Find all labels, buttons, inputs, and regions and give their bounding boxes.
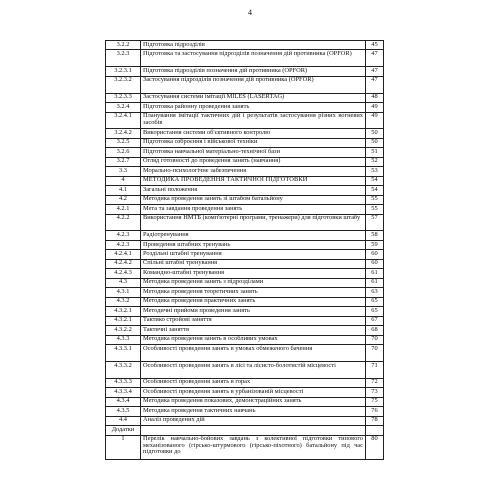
section-title: Особливості проведення занять в лісі та лісисто-болотистій місцевості [141, 362, 366, 379]
section-page: 60 [366, 259, 384, 268]
table-row [106, 112, 384, 129]
section-title: Проведення штабних тренувань [141, 240, 366, 249]
section-page: 53 [366, 167, 384, 176]
section-title: Огляд готовності до проведення занять (навчання) [141, 157, 366, 166]
section-page: 54 [366, 176, 384, 185]
section-page: 48 [366, 93, 384, 102]
section-title: Тактичні заняття [141, 326, 366, 335]
table-row [106, 397, 384, 406]
section-number: 4.2.4.1 [106, 250, 141, 259]
table-row [106, 157, 384, 166]
section-page: 54 [366, 186, 384, 195]
section-number: 4.3.3 [106, 335, 141, 344]
section-page: 55 [366, 205, 384, 214]
table-row [106, 316, 384, 325]
section-number: 4.3.3.1 [106, 345, 141, 362]
section-page: 49 [366, 103, 384, 112]
section-number: 3.2.3 [106, 50, 141, 67]
section-number: 4.3.2.1 [106, 316, 141, 325]
section-number: 4.2.2 [106, 214, 141, 231]
section-title: Загальні положення [141, 186, 366, 195]
section-title: Аналіз проведених дій [141, 416, 366, 425]
section-number: 3.2.6 [106, 148, 141, 157]
section-page: 49 [366, 112, 384, 129]
section-title: Планування імітації тактичних дій і результатів застосування різних вогневих засобів [141, 112, 366, 129]
section-title: Методика проведення теоретичних занять [141, 288, 366, 297]
section-page: 55 [366, 195, 384, 204]
section-page: 71 [366, 362, 384, 379]
section-title: Застосування системи імітації MILES (LASERTAG) [141, 93, 366, 102]
section-title: Підготовка підрозділів [141, 41, 366, 50]
table-row [106, 214, 384, 231]
section-number: 4.4 [106, 416, 141, 425]
section-page: 50 [366, 129, 384, 138]
table-row [106, 288, 384, 297]
section-number: 3.2.3.2 [106, 76, 141, 93]
section-number: 3.2.4.1 [106, 112, 141, 129]
section-title: Методичні прийоми проведення занять [141, 307, 366, 316]
section-title: МЕТОДИКА ПРОВЕДЕННЯ ТАКТИЧНОЇ ПІДГОТОВКИ [141, 176, 366, 185]
table-row [106, 326, 384, 335]
section-title: Підготовка та застосування підрозділів позначення дій противника (OPFOR) [141, 50, 366, 67]
section-title: Методика проведення занять з підрозділами [141, 278, 366, 287]
table-row [106, 297, 384, 306]
section-title: Особливості проведення занять в горах [141, 378, 366, 387]
section-page: 61 [366, 278, 384, 287]
table-row [106, 231, 384, 240]
section-title: Підготовка навчальної матеріально-технічної бази [141, 148, 366, 157]
section-title: Роздільні штабні тренування [141, 250, 366, 259]
section-title: Застосування підрозділів позначення дій противника (OPFOR) [141, 76, 366, 93]
section-number: 4.2.1 [106, 205, 141, 214]
section-number: 4.3.3.3 [106, 378, 141, 387]
section-number: 4.2.3 [106, 231, 141, 240]
section-title: Методика проведення показових, демонстраційних занять [141, 397, 366, 406]
section-page: 75 [366, 397, 384, 406]
table-row [106, 278, 384, 287]
section-title: Методика проведення занять зі штабом батальйону [141, 195, 366, 204]
section-number: 3.3 [106, 167, 141, 176]
section-number: 4.3.5 [106, 407, 141, 416]
section-page: 50 [366, 138, 384, 147]
table-row [106, 378, 384, 387]
section-number: 3.2.4.2 [106, 129, 141, 138]
table-row [106, 93, 384, 102]
section-title: Підготовка озброєння і військової техніки [141, 138, 366, 147]
section-page: 72 [366, 378, 384, 387]
section-number: 1 [106, 435, 141, 459]
section-title: Методика проведення занять в особливих умовах [141, 335, 366, 344]
section-page: 68 [366, 326, 384, 335]
section-page: 52 [366, 157, 384, 166]
table-row [106, 435, 384, 459]
section-number: 4.3.2.2 [106, 326, 141, 335]
table-row [106, 362, 384, 379]
section-title: Перелік навчально-бойових завдань з колективної підготовки типового механізованого (гірсько-штурмового (гірсько-піхотного) батальйону під час підготовки до [141, 435, 366, 459]
section-title: Особливості проведення занять в урбанізованій місцевості [141, 388, 366, 397]
section-title [141, 426, 366, 435]
section-title: Підготовка районну проведення занять [141, 103, 366, 112]
section-title: Методика проведення практичних занять [141, 297, 366, 306]
page-number: 4 [248, 8, 252, 17]
section-number: 3.2.2 [106, 41, 141, 50]
section-number: 4.2 [106, 195, 141, 204]
section-page: 67 [366, 316, 384, 325]
section-title: Методика проведення тактичних навчань [141, 407, 366, 416]
section-page: 61 [366, 269, 384, 278]
table-row [106, 148, 384, 157]
section-page: 65 [366, 307, 384, 316]
section-number: 3.2.4 [106, 103, 141, 112]
section-page: 65 [366, 297, 384, 306]
section-title: Командно-штабні тренування [141, 269, 366, 278]
section-page: 80 [366, 435, 384, 459]
section-page: 47 [366, 76, 384, 93]
table-row [106, 167, 384, 176]
table-row [106, 307, 384, 316]
section-number: 3.2.3.1 [106, 67, 141, 76]
table-row [106, 50, 384, 67]
section-number: 4.3.3.4 [106, 388, 141, 397]
section-title: Спільні штабні тренування [141, 259, 366, 268]
section-number: 3.2.5 [106, 138, 141, 147]
table-row [106, 138, 384, 147]
section-number: 4.3.3.2 [106, 362, 141, 379]
table-row [106, 76, 384, 93]
section-number: 4 [106, 176, 141, 185]
section-page: 51 [366, 148, 384, 157]
table-row [106, 388, 384, 397]
table-row [106, 186, 384, 195]
section-number: 4.2.3 [106, 240, 141, 249]
section-page: 76 [366, 407, 384, 416]
table-row [106, 41, 384, 50]
section-page: 63 [366, 288, 384, 297]
section-number: 4.2.4.3 [106, 269, 141, 278]
section-page: 60 [366, 250, 384, 259]
table-row [106, 205, 384, 214]
section-title: Підготовка підрозділів позначення дій противника (OPFOR) [141, 67, 366, 76]
table-row [106, 259, 384, 268]
table-row [106, 103, 384, 112]
table-row [106, 129, 384, 138]
table-row [106, 269, 384, 278]
section-page: 57 [366, 214, 384, 231]
table-row [106, 195, 384, 204]
section-title: Використання НМТБ (комп'ютерні програми, тренажери) для підготовки штабу [141, 214, 366, 231]
section-page: 59 [366, 240, 384, 249]
table-row [106, 176, 384, 185]
section-number: 4.1 [106, 186, 141, 195]
section-number: 4.3.1 [106, 288, 141, 297]
table-row [106, 67, 384, 76]
table-of-contents [105, 40, 384, 460]
table-row [106, 426, 384, 435]
section-page: 70 [366, 345, 384, 362]
section-page: 45 [366, 41, 384, 50]
section-number: 3.2.3.3 [106, 93, 141, 102]
table-row [106, 407, 384, 416]
section-number: Додатки [106, 426, 141, 435]
section-page: 47 [366, 67, 384, 76]
section-page: 58 [366, 231, 384, 240]
section-title: Використання системи об'єктивного контролю [141, 129, 366, 138]
section-page: 47 [366, 50, 384, 67]
section-page: 78 [366, 416, 384, 425]
section-title: Тактико стройові заняття [141, 316, 366, 325]
section-title: Радіотренування [141, 231, 366, 240]
table-row [106, 240, 384, 249]
section-title: Морально-психологічне забезпечення [141, 167, 366, 176]
section-page [366, 426, 384, 435]
section-title: Особливості проведення занять в умовах обмеженого бачення [141, 345, 366, 362]
table-row [106, 250, 384, 259]
section-number: 3.2.7 [106, 157, 141, 166]
section-title: Мета та завдання проведення занять [141, 205, 366, 214]
table-row [106, 416, 384, 425]
section-page: 70 [366, 335, 384, 344]
section-number: 4.3 [106, 278, 141, 287]
table-row [106, 335, 384, 344]
section-page: 73 [366, 388, 384, 397]
section-number: 4.3.2 [106, 297, 141, 306]
section-number: 4.3.2.1 [106, 307, 141, 316]
section-number: 4.3.4 [106, 397, 141, 406]
table-row [106, 345, 384, 362]
section-number: 4.2.4.2 [106, 259, 141, 268]
